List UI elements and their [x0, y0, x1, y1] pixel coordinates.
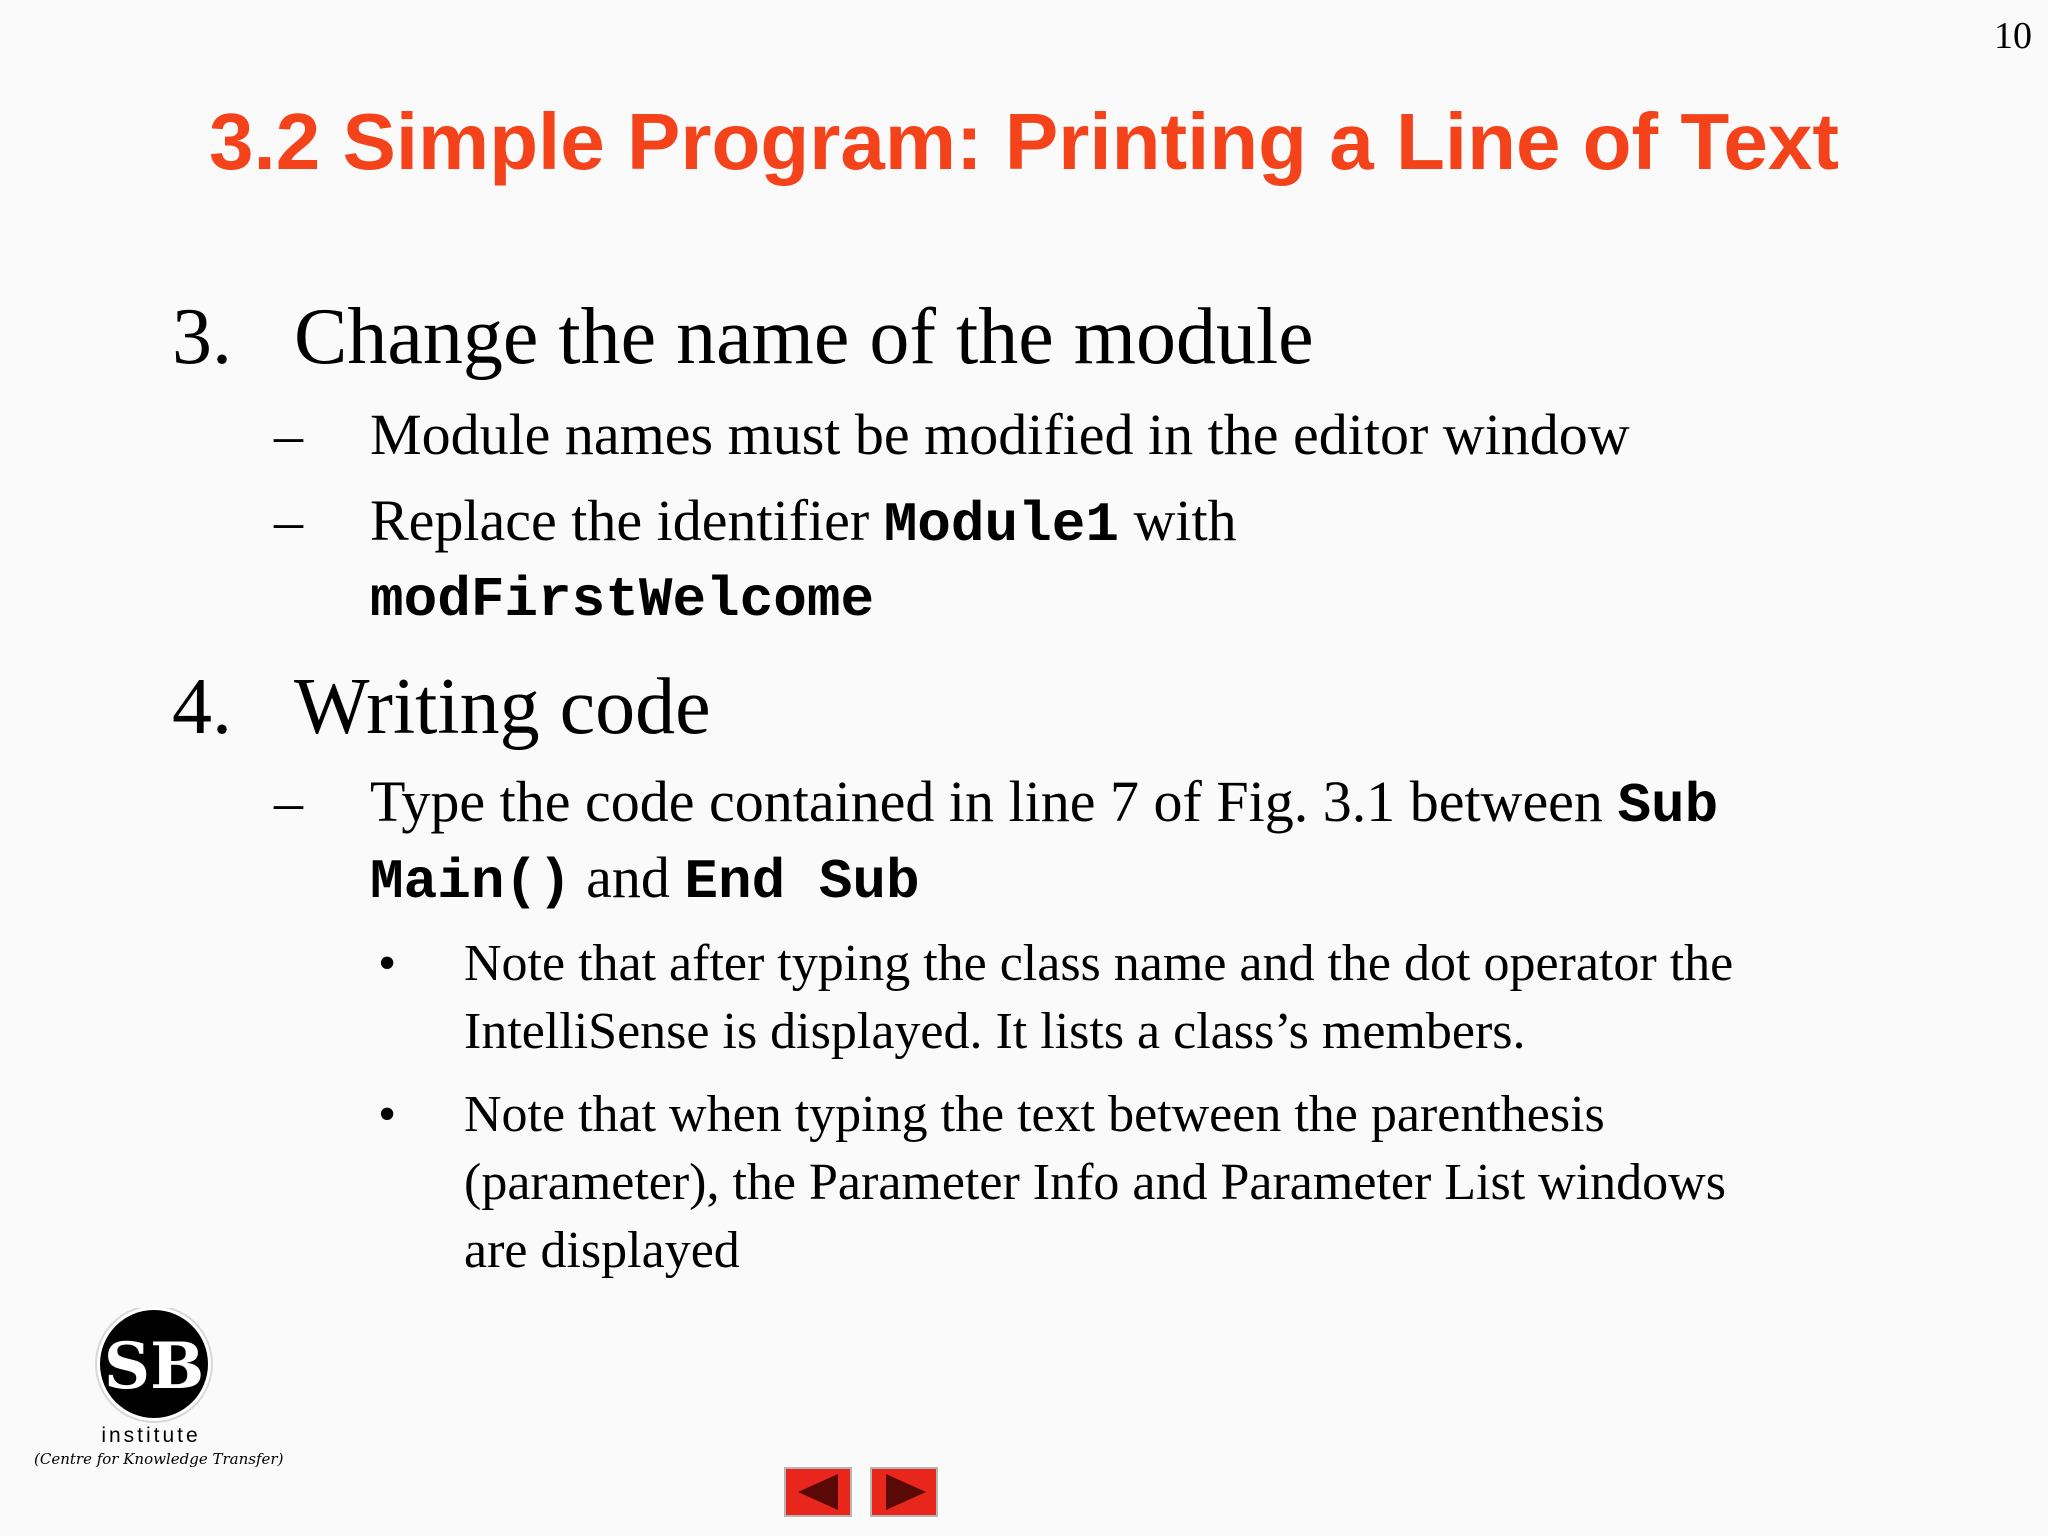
sub-item-line-2 [370, 558, 874, 638]
sub-item-line-2 [370, 840, 920, 920]
code-end-sub: End Sub [684, 850, 920, 914]
text-fragment: Type the code contained in line 7 of Fig. 3.1 between [370, 769, 1618, 834]
logo-word: institute [101, 1424, 201, 1447]
text-fragment: Replace the identifier [370, 488, 884, 553]
note-line: (parameter), the Parameter Info and Parameter List windows [464, 1154, 1726, 1211]
step-number: 4. [172, 663, 232, 751]
sub-item-text: Module names must be modified in the editor window [370, 402, 1630, 467]
step-text: Writing code [294, 663, 711, 751]
page-number: 10 [1994, 15, 2032, 57]
text-fragment: and [571, 845, 685, 910]
note-line: Note that when typing the text between the parenthesis [464, 1086, 1605, 1143]
note-line: IntelliSense is displayed. It lists a class’s members. [464, 1003, 1526, 1060]
sb-logo-icon [66, 1308, 236, 1426]
sb-institute-logo [34, 1308, 286, 1478]
previous-slide-button[interactable] [784, 1467, 852, 1517]
next-slide-button[interactable] [870, 1467, 938, 1517]
left-triangle-icon [786, 1469, 850, 1515]
dash-marker: – [274, 402, 303, 467]
bullet-marker: • [378, 1086, 397, 1143]
code-modfirstwelcome: modFirstWelcome [370, 568, 875, 632]
right-triangle-icon [872, 1469, 936, 1515]
code-sub: Sub [1617, 774, 1719, 838]
dash-marker: – [274, 488, 303, 553]
sub-item-line-1 [370, 764, 1718, 844]
logo-tagline: (Centre for Knowledge Transfer) [34, 1450, 284, 1468]
bullet-marker: • [378, 935, 397, 992]
note-line: are displayed [464, 1222, 740, 1279]
note-line: Note that after typing the class name and the dot operator the [464, 935, 1734, 992]
step-text: Change the name of the module [294, 293, 1314, 381]
text-fragment: with [1118, 488, 1237, 553]
slide-title: 3.2 Simple Program: Printing a Line of Text [209, 97, 1839, 186]
sub-item-line-1 [370, 483, 1237, 563]
code-module1: Module1 [883, 493, 1119, 557]
dash-marker: – [274, 769, 303, 834]
code-main: Main() [370, 850, 572, 914]
step-number: 3. [172, 293, 232, 381]
logo-letters: SB [103, 1329, 205, 1404]
